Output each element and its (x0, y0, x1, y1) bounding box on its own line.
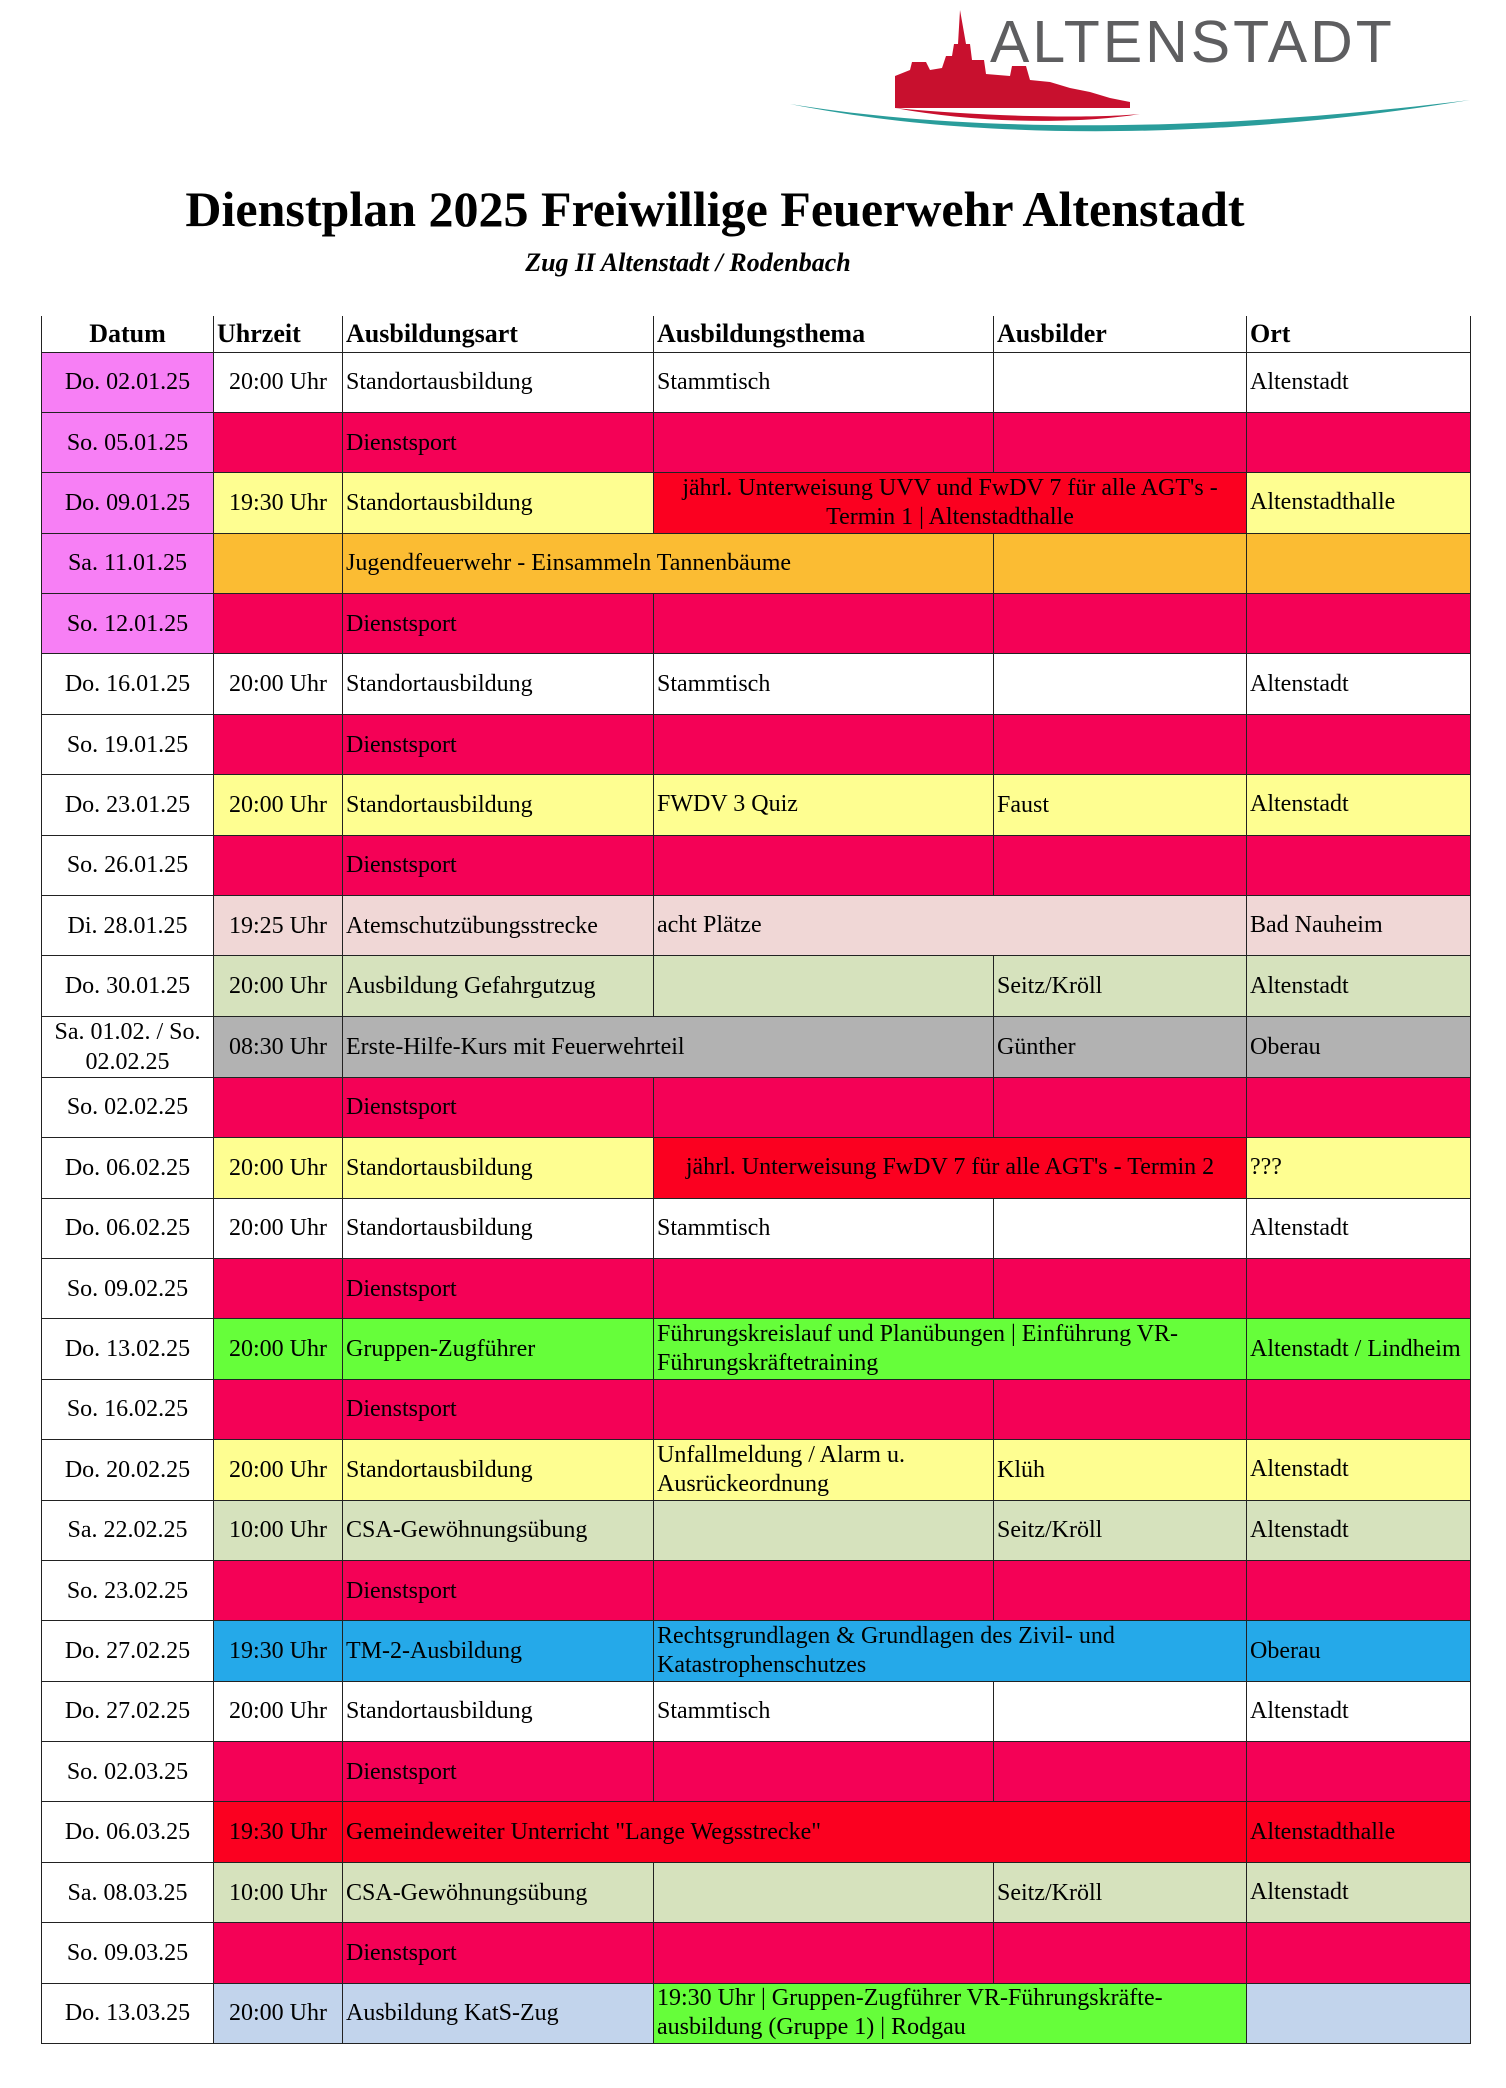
table-row (42, 473, 1471, 533)
cell-topic (654, 1862, 994, 1922)
cell-trainer: Seitz/Kröll (994, 1500, 1247, 1560)
cell-place (1247, 1560, 1471, 1620)
cell-date: Do. 27.02.25 (42, 1681, 214, 1741)
cell-place: Altenstadthalle (1247, 1802, 1471, 1862)
cell-trainer (994, 412, 1247, 472)
cell-time (214, 714, 343, 774)
cell-time: 10:00 Uhr (214, 1862, 343, 1922)
cell-place (1247, 1742, 1471, 1802)
cell-trainer (994, 1923, 1247, 1983)
cell-topic: Stammtisch (654, 352, 994, 412)
header-uhrzeit: Uhrzeit (214, 316, 343, 352)
cell-topic (654, 835, 994, 895)
cell-date: Do. 30.01.25 (42, 956, 214, 1016)
cell-trainer (994, 352, 1247, 412)
table-header-row (42, 316, 1471, 352)
cell-type: Dienstsport (343, 594, 654, 654)
cell-trainer (994, 714, 1247, 774)
cell-topic (654, 594, 994, 654)
cell-topic (654, 1560, 994, 1620)
table-row (42, 1983, 1471, 2043)
table-row (42, 1621, 1471, 1681)
cell-date: Do. 16.01.25 (42, 654, 214, 714)
cell-topic (654, 1077, 994, 1137)
cell-place (1247, 533, 1471, 593)
cell-type: CSA-Gewöhnungsübung (343, 1862, 654, 1922)
cell-trainer: Klüh (994, 1440, 1247, 1500)
cell-date: Sa. 01.02. / So. 02.02.25 (42, 1016, 214, 1077)
cell-trainer (994, 594, 1247, 654)
cell-type: Dienstsport (343, 1560, 654, 1620)
cell-type: Standortausbildung (343, 1198, 654, 1258)
cell-type: Standortausbildung (343, 1681, 654, 1741)
schedule-table (41, 316, 1471, 2044)
cell-date: So. 05.01.25 (42, 412, 214, 472)
table-row (42, 1560, 1471, 1620)
cell-time: 20:00 Uhr (214, 775, 343, 835)
table-row (42, 714, 1471, 774)
cell-time: 10:00 Uhr (214, 1500, 343, 1560)
cell-type: Atemschutzübungsstrecke (343, 896, 654, 956)
cell-trainer: Faust (994, 775, 1247, 835)
cell-date: So. 02.02.25 (42, 1077, 214, 1137)
cell-type: Ausbildung Gefahrgutzug (343, 956, 654, 1016)
cell-topic (654, 1742, 994, 1802)
cell-topic: jährl. Unterweisung UVV und FwDV 7 für alle AGT's - Termin 1 | Altenstadthalle (654, 473, 1247, 533)
cell-topic: FWDV 3 Quiz (654, 775, 994, 835)
table-row (42, 1440, 1471, 1500)
cell-type: Dienstsport (343, 1923, 654, 1983)
cell-place (1247, 1379, 1471, 1439)
cell-place (1247, 594, 1471, 654)
cell-place: Altenstadt (1247, 1440, 1471, 1500)
cell-place: Bad Nauheim (1247, 896, 1471, 956)
cell-type: Dienstsport (343, 1379, 654, 1439)
cell-time: 19:30 Uhr (214, 473, 343, 533)
cell-place: Altenstadt (1247, 1198, 1471, 1258)
cell-trainer: Günther (994, 1016, 1247, 1077)
cell-date: So. 09.03.25 (42, 1923, 214, 1983)
cell-date: Sa. 08.03.25 (42, 1862, 214, 1922)
cell-time: 20:00 Uhr (214, 654, 343, 714)
cell-trainer (994, 1742, 1247, 1802)
cell-time: 20:00 Uhr (214, 1138, 343, 1198)
cell-time: 20:00 Uhr (214, 1681, 343, 1741)
page-title: Dienstplan 2025 Freiwillige Feuerwehr Altenstadt (185, 181, 1245, 237)
cell-place (1247, 1923, 1471, 1983)
cell-time (214, 1923, 343, 1983)
cell-topic: Stammtisch (654, 1198, 994, 1258)
cell-topic: jährl. Unterweisung FwDV 7 für alle AGT's - Termin 2 (654, 1138, 1247, 1198)
cell-place: Altenstadt (1247, 1862, 1471, 1922)
cell-date: Di. 28.01.25 (42, 896, 214, 956)
cell-type: Gruppen-Zugführer (343, 1319, 654, 1379)
cell-date: Sa. 22.02.25 (42, 1500, 214, 1560)
cell-topic (654, 1258, 994, 1318)
cell-place (1247, 1258, 1471, 1318)
cell-date: Do. 20.02.25 (42, 1440, 214, 1500)
cell-place: Altenstadt (1247, 1681, 1471, 1741)
cell-date: So. 12.01.25 (42, 594, 214, 654)
cell-type: CSA-Gewöhnungsübung (343, 1500, 654, 1560)
cell-time: 19:25 Uhr (214, 896, 343, 956)
table-row (42, 1862, 1471, 1922)
cell-date: So. 16.02.25 (42, 1379, 214, 1439)
cell-topic (654, 956, 994, 1016)
cell-time (214, 533, 343, 593)
cell-date: Do. 06.02.25 (42, 1198, 214, 1258)
cell-trainer: Seitz/Kröll (994, 956, 1247, 1016)
cell-trainer (994, 1077, 1247, 1137)
table-row (42, 1138, 1471, 1198)
cell-time: 20:00 Uhr (214, 1319, 343, 1379)
cell-place: ??? (1247, 1138, 1471, 1198)
cell-date: Do. 23.01.25 (42, 775, 214, 835)
cell-type: Gemeindeweiter Unterricht "Lange Wegsstrecke" (343, 1802, 1247, 1862)
cell-time: 20:00 Uhr (214, 1198, 343, 1258)
cell-time: 20:00 Uhr (214, 352, 343, 412)
cell-topic (654, 714, 994, 774)
table-row (42, 352, 1471, 412)
cell-trainer (994, 1681, 1247, 1741)
table-row (42, 1379, 1471, 1439)
cell-trainer (994, 654, 1247, 714)
cell-place: Altenstadt (1247, 956, 1471, 1016)
table-row (42, 412, 1471, 472)
cell-trainer (994, 1258, 1247, 1318)
cell-topic (654, 1379, 994, 1439)
cell-time (214, 1379, 343, 1439)
cell-type: Standortausbildung (343, 1440, 654, 1500)
cell-topic: 19:30 Uhr | Gruppen-Zugführer VR-Führungskräfte-ausbildung (Gruppe 1) | Rodgau (654, 1983, 1247, 2043)
cell-type: Standortausbildung (343, 1138, 654, 1198)
cell-time (214, 594, 343, 654)
cell-type: Standortausbildung (343, 775, 654, 835)
header-ausbildungsthema: Ausbildungsthema (654, 316, 994, 352)
cell-type: Dienstsport (343, 714, 654, 774)
cell-type: TM-2-Ausbildung (343, 1621, 654, 1681)
cell-time (214, 1258, 343, 1318)
cell-type: Ausbildung KatS-Zug (343, 1983, 654, 2043)
table-row (42, 1258, 1471, 1318)
cell-place: Altenstadt (1247, 654, 1471, 714)
cell-date: Do. 13.02.25 (42, 1319, 214, 1379)
cell-topic: Rechtsgrundlagen & Grundlagen des Zivil- und Katastrophenschutzes (654, 1621, 1247, 1681)
table-row (42, 1319, 1471, 1379)
cell-topic: acht Plätze (654, 896, 1247, 956)
table-row (42, 1016, 1471, 1077)
cell-date: Do. 06.02.25 (42, 1138, 214, 1198)
cell-date: Do. 09.01.25 (42, 473, 214, 533)
cell-trainer (994, 835, 1247, 895)
table-row (42, 1077, 1471, 1137)
cell-topic: Führungskreislauf und Planübungen | Einführung VR-Führungskräftetraining (654, 1319, 1247, 1379)
cell-place (1247, 835, 1471, 895)
cell-place: Oberau (1247, 1016, 1471, 1077)
cell-place (1247, 1077, 1471, 1137)
cell-trainer (994, 1198, 1247, 1258)
cell-topic: Stammtisch (654, 654, 994, 714)
cell-date: So. 09.02.25 (42, 1258, 214, 1318)
cell-date: So. 19.01.25 (42, 714, 214, 774)
table-row (42, 1742, 1471, 1802)
cell-trainer (994, 1560, 1247, 1620)
cell-type: Standortausbildung (343, 352, 654, 412)
table-row (42, 654, 1471, 714)
cell-place: Altenstadt (1247, 1500, 1471, 1560)
cell-time (214, 1077, 343, 1137)
cell-type: Dienstsport (343, 1258, 654, 1318)
cell-time: 20:00 Uhr (214, 1983, 343, 2043)
cell-type: Dienstsport (343, 1742, 654, 1802)
cell-place: Altenstadthalle (1247, 473, 1471, 533)
cell-topic (654, 1923, 994, 1983)
table-row (42, 896, 1471, 956)
cell-date: Do. 02.01.25 (42, 352, 214, 412)
table-row (42, 1198, 1471, 1258)
page-subtitle: Zug II Altenstadt / Rodenbach (525, 248, 851, 277)
cell-time (214, 1560, 343, 1620)
cell-date: Do. 27.02.25 (42, 1621, 214, 1681)
table-row (42, 594, 1471, 654)
cell-topic (654, 1500, 994, 1560)
cell-type: Standortausbildung (343, 654, 654, 714)
cell-topic: Unfallmeldung / Alarm u. Ausrückeordnung (654, 1440, 994, 1500)
logo-wordmark: ALTENSTADT (990, 9, 1395, 75)
cell-place: Oberau (1247, 1621, 1471, 1681)
header-ort: Ort (1247, 316, 1471, 352)
cell-place: Altenstadt (1247, 352, 1471, 412)
cell-time (214, 412, 343, 472)
cell-place (1247, 714, 1471, 774)
cell-time: 20:00 Uhr (214, 956, 343, 1016)
cell-date: So. 23.02.25 (42, 1560, 214, 1620)
cell-time (214, 835, 343, 895)
cell-date: So. 26.01.25 (42, 835, 214, 895)
cell-type: Dienstsport (343, 412, 654, 472)
header-datum: Datum (42, 316, 214, 352)
table-row (42, 956, 1471, 1016)
cell-type: Dienstsport (343, 1077, 654, 1137)
table-row (42, 1802, 1471, 1862)
cell-topic: Stammtisch (654, 1681, 994, 1741)
cell-type: Standortausbildung (343, 473, 654, 533)
table-row (42, 1500, 1471, 1560)
schedule-body (42, 352, 1471, 2044)
cell-topic (654, 412, 994, 472)
cell-type: Erste-Hilfe-Kurs mit Feuerwehrteil (343, 1016, 994, 1077)
table-row (42, 835, 1471, 895)
cell-time: 20:00 Uhr (214, 1440, 343, 1500)
cell-type: Dienstsport (343, 835, 654, 895)
cell-trainer (994, 1379, 1247, 1439)
header-ausbilder: Ausbilder (994, 316, 1247, 352)
cell-place (1247, 412, 1471, 472)
cell-place: Altenstadt / Lindheim (1247, 1319, 1471, 1379)
cell-trainer (994, 533, 1247, 593)
cell-time (214, 1742, 343, 1802)
cell-place (1247, 1983, 1471, 2043)
swoosh-red (895, 108, 1140, 121)
cell-time: 08:30 Uhr (214, 1016, 343, 1077)
cell-place: Altenstadt (1247, 775, 1471, 835)
table-row (42, 775, 1471, 835)
header-ausbildungsart: Ausbildungsart (343, 316, 654, 352)
cell-date: Sa. 11.01.25 (42, 533, 214, 593)
cell-time: 19:30 Uhr (214, 1802, 343, 1862)
cell-date: Do. 13.03.25 (42, 1983, 214, 2043)
cell-type: Jugendfeuerwehr - Einsammeln Tannenbäume (343, 533, 994, 593)
table-row (42, 1681, 1471, 1741)
cell-trainer: Seitz/Kröll (994, 1862, 1247, 1922)
cell-time: 19:30 Uhr (214, 1621, 343, 1681)
cell-date: Do. 06.03.25 (42, 1802, 214, 1862)
table-row (42, 1923, 1471, 1983)
cell-date: So. 02.03.25 (42, 1742, 214, 1802)
table-row (42, 533, 1471, 593)
